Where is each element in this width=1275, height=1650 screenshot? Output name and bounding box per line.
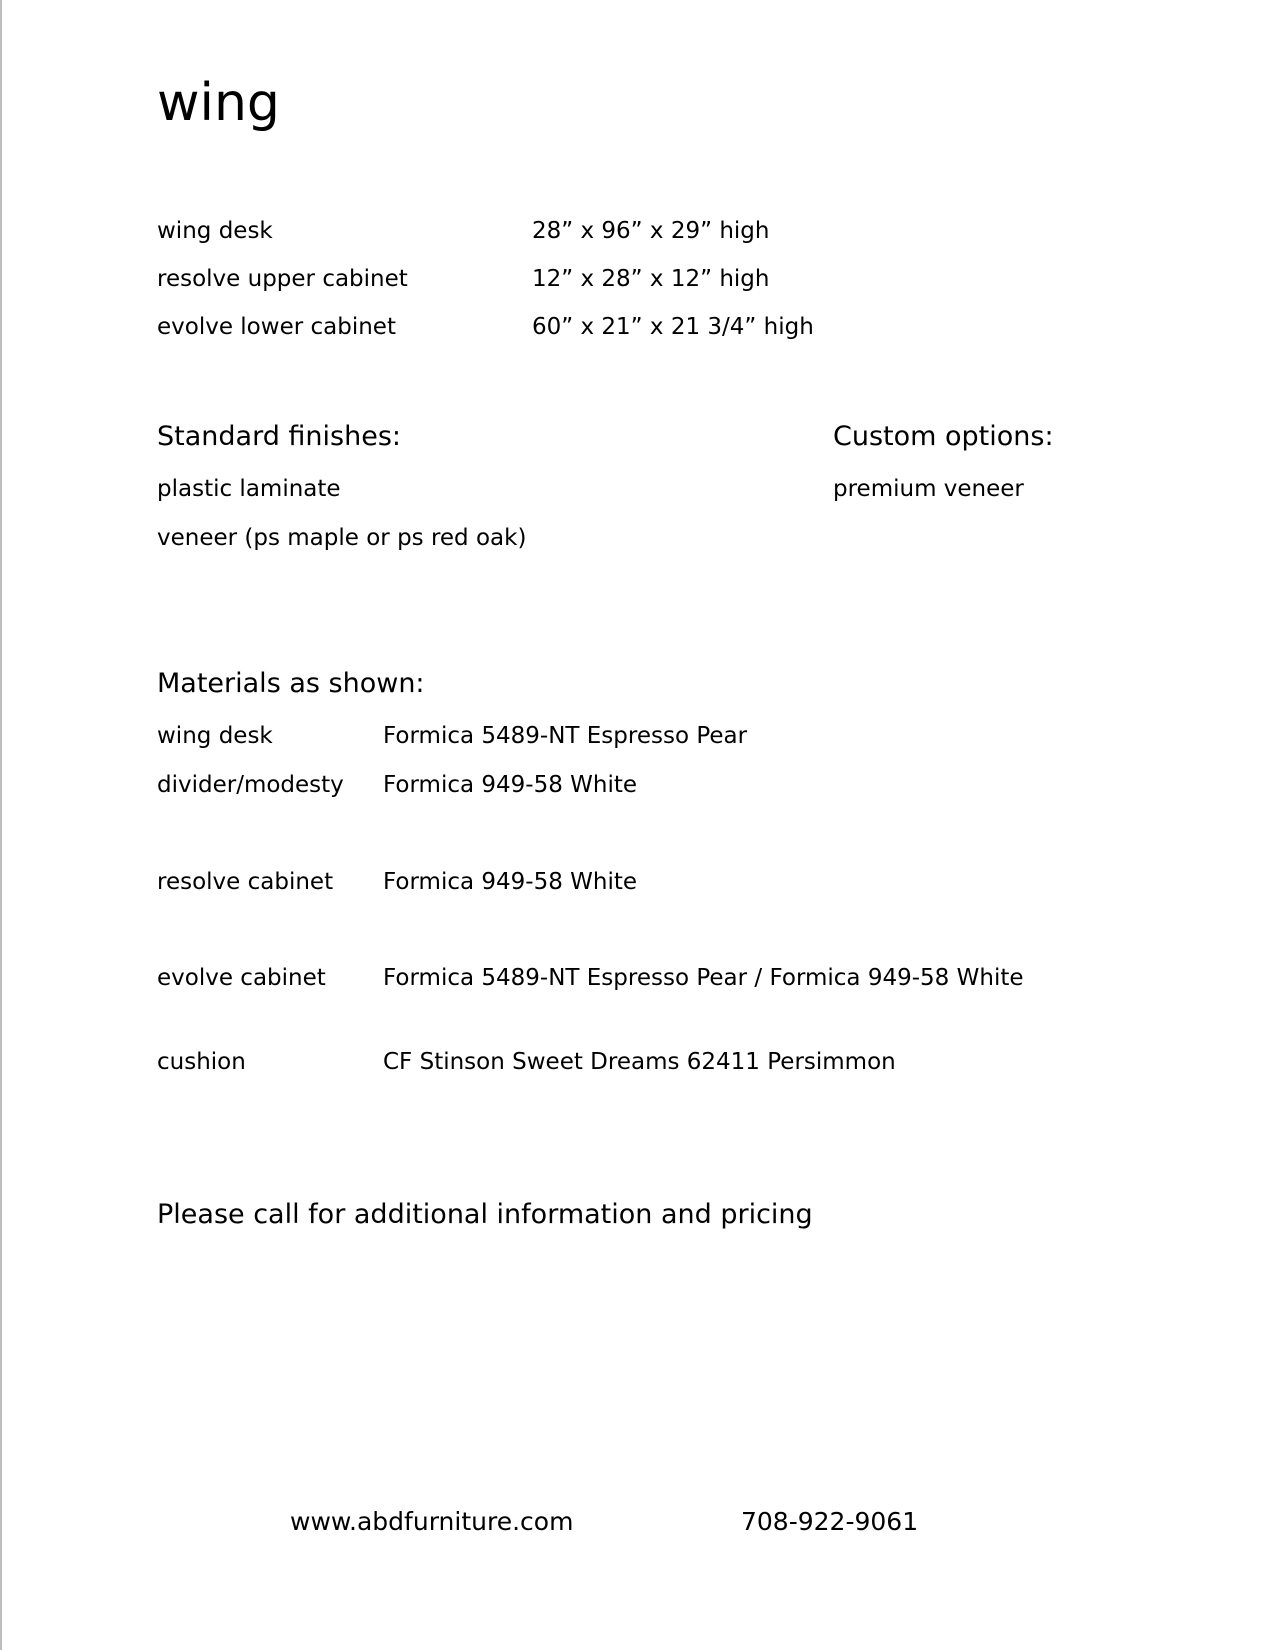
material-spec: Formica 949-58 White [383, 772, 638, 798]
standard-finishes-heading: Standard finishes: [157, 421, 401, 452]
material-spec: Formica 949-58 White [383, 869, 638, 895]
material-spec: Formica 5489-NT Espresso Pear [383, 723, 748, 749]
page-edge-rule [0, 0, 2, 1650]
standard-finish-item: veneer (ps maple or ps red oak) [157, 525, 527, 551]
custom-option-item: premium veneer [833, 476, 1024, 502]
material-item: resolve cabinet [157, 869, 334, 895]
standard-finish-item: plastic laminate [157, 476, 341, 502]
closing-note: Please call for additional information and pricing [157, 1199, 813, 1230]
page-title: wing [157, 73, 280, 133]
dimension-item: resolve upper cabinet [157, 266, 408, 292]
dimension-item: wing desk [157, 218, 273, 244]
dimension-size: 28” x 96” x 29” high [532, 218, 770, 244]
material-item: wing desk [157, 723, 273, 749]
material-spec: CF Stinson Sweet Dreams 62411 Persimmon [383, 1049, 896, 1075]
footer-website-link[interactable]: www.abdfurniture.com [290, 1507, 574, 1536]
dimension-size: 60” x 21” x 21 3/4” high [532, 314, 814, 340]
custom-options-heading: Custom options: [833, 421, 1054, 452]
footer-phone: 708-922-9061 [741, 1507, 919, 1536]
material-item: cushion [157, 1049, 246, 1075]
material-spec: Formica 5489-NT Espresso Pear / Formica 949-58 White [383, 965, 1024, 991]
dimension-item: evolve lower cabinet [157, 314, 396, 340]
material-item: divider/modesty [157, 772, 344, 798]
dimension-size: 12” x 28” x 12” high [532, 266, 770, 292]
material-item: evolve cabinet [157, 965, 326, 991]
materials-heading: Materials as shown: [157, 668, 425, 699]
